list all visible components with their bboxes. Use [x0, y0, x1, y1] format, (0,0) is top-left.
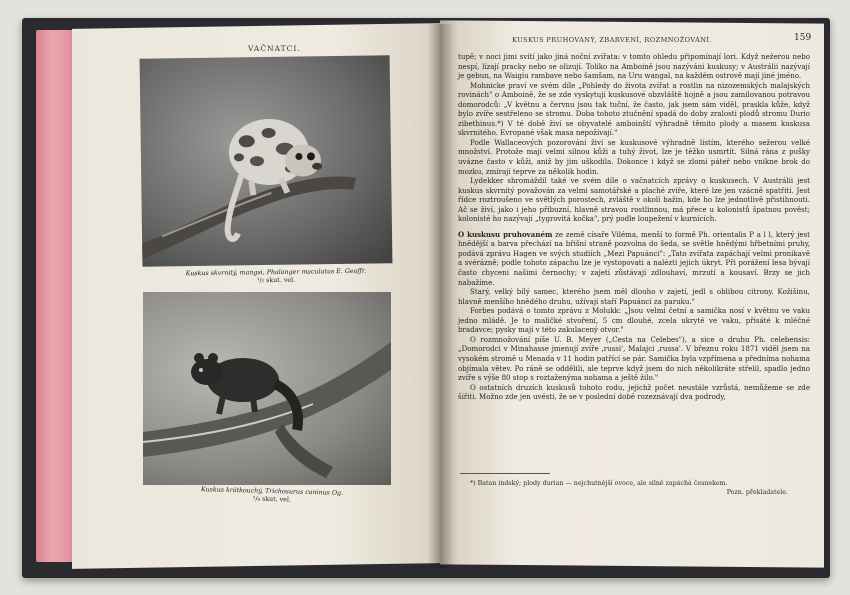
photo-spotted-cuscus [140, 55, 393, 266]
section-lead: O kuskusu pruhovaném [458, 229, 553, 239]
gutter-shadow [428, 24, 454, 568]
paragraph: Lydekker shromáždil také ve svém díle o vačnatcích zprávy o kuskusech. V Austrálii jest kuskus skvrnitý považován za velmi samotářské a plaché zvíře, které lze jen vzácně spatřiti. Jest řídce roztroušeno ve světlých porostech, zvláště v okolí bažin, kde ho lze jednotlivě přistihnouti. Ač se živí, jako i jeho příbuzní, hlavně stravou rostlinnou, má přece u kolonistů špatnou pověst; kolonisté ho nazývají „tygrovitá kočka", prý podle loupežení v kurnících. [458, 176, 810, 224]
paragraph: Podle Wallaceových pozorování živí se kuskusové výhradně listím, kterého sežerou velké množství. Protože mají velmi silnou kůži a tuhý život, lze je těžko usmrtit. Silná rána z pušky uvázne často v kůži, aniž by jim uškodila. Dokonce i když se zlomí páteř nebo vnikne brok do mozku, zmírají teprve za několik hodin. [458, 137, 810, 176]
figure1-caption-title: Kuskus skvrnitý, mangsi, Phalanger maculatus E. Geoffr. [185, 267, 367, 278]
figure1-caption-scale: ¹/₅ skut. vel. [256, 276, 296, 285]
body-text [458, 52, 810, 402]
figure1-caption [176, 268, 376, 286]
left-running-head: VAČNATCI. [248, 44, 301, 53]
footnote-signature: Pozn. překladatele. [726, 489, 788, 496]
paragraph: Mohnicke praví ve svém díle „Pohledy do života zvířat a rostlin na nizozemských malajských rovinách" o Amboině, že se zde vyskytují kuskusové obzvláště hojně a jsou zamilovanou potravou domorodců: „V květnu a červnu jsou tak tuční, že často, jak jsem sám viděl, praskla kůže, když bylo zvíře sestřeleno se stromu. Doba tohoto ztučnění spadá do doby zralosti plodů stromu Durio zibethinus.*) V té době živí se obyvatelé amboinští výhradně těmito plody a masem kuskusa skvrnitého. Evropané však masa nepožívají." [458, 80, 810, 138]
figure2-caption-scale: ¹/₉ skut. vel. [252, 495, 292, 504]
footnote [470, 479, 810, 497]
paragraph: Forbes podává o tomto zprávu z Molukk: „Jsou velmi četní a samička nosí v květnu ve vaku jedno mládě. Je to maličké stvoření, 5 cm dlouhé, zcela ukryté ve vaku, přisáté k mléčné bradavce; pysky mají v této zakulacený otvor." [458, 306, 810, 335]
paragraph: Starý, velký bílý samec, kterého jsem měl dlouho v zajetí, jedl s oblibou citrony. Kožišinu, hlavně menšího hnědého druhu, užívají staří Papuánci za paruku." [458, 287, 810, 306]
possum-illustration [143, 292, 391, 485]
photo-short-eared-possum [143, 292, 391, 485]
footnote-rule [460, 473, 550, 474]
figure2-caption-title: Kuskus krátkouchý, Trichosurus caninus Og. [200, 486, 344, 497]
section-paragraph [458, 230, 810, 287]
spotted-cuscus-illustration [140, 55, 393, 266]
paragraph: tupě; v noci jimi svítí jako jiná noční zvířata: v tomto ohledu připomínají lori. Když nežerou nebo nespí, lízají pracky nebo se olizují. Toliko na Amboině jsou nazýváni kuskusy; v Austrálii nazývají je gebun, na Waigiu rambave nebo šamšam, na Uru wangal, na každém ostrově mají jiné jméno. [458, 52, 810, 81]
paragraph: O ostatních druzích kuskusů tohoto rodu, jejichž počet neustále vzrůstá, nemůžeme se zde šířiti. Možno zde jen uvésti, že se v poslední době rozeznávají dva podrody, [458, 382, 810, 402]
footnote-text: *) Batan indský; plody durian — nejchutnější ovoce, ale silně zapáchá česnekem. [470, 480, 728, 487]
section-text: ze země císaře Viléma, menší to formě Ph. orientalis P a l l, který jest hnědější a barva přechází na břišní straně pozvolna do šeda, se světle hnědými hřbetními pruhy, podává zprávu Hagen ve svých studiích „Mezi Papuánci": „Tato zvířata zapáchají velmi pronikavě a svérázně; podle tohoto zápachu lze je vystopovati a nalézti jejich úkryt. Při porážení lesa bývají často chyceni našimi černochy; v zajetí zůstávají zdlouhaví, mrzutí a kousaví. Brzy se jich nabažíme. [458, 229, 810, 287]
right-running-head: KUSKUS PRUHOVANÝ, ZBARVENÍ, ROZMNOŽOVÁNÍ. [512, 36, 712, 44]
paragraph: O rozmnožování píše U. B. Meyer („Cesta na Celebes"), a sice o druhu Ph. celebensis: „Domorodci v Minahasse jmenují zvíře ‚russi', Malajci ‚russa'. V březnu roku 1871 viděl jsem na vysokém stromě u Menada v 11 hodin patřící se pár. Samička byla vzpřímena a předníma nohama objímala větev. Po ráně se oddělili, ale teprve když jsem do nich několikráte střelil, spadlo jedno zvíře s výše 80 stop s roztaženýma nohama a ještě žilo." [458, 334, 810, 383]
page-number: 159 [794, 33, 812, 43]
